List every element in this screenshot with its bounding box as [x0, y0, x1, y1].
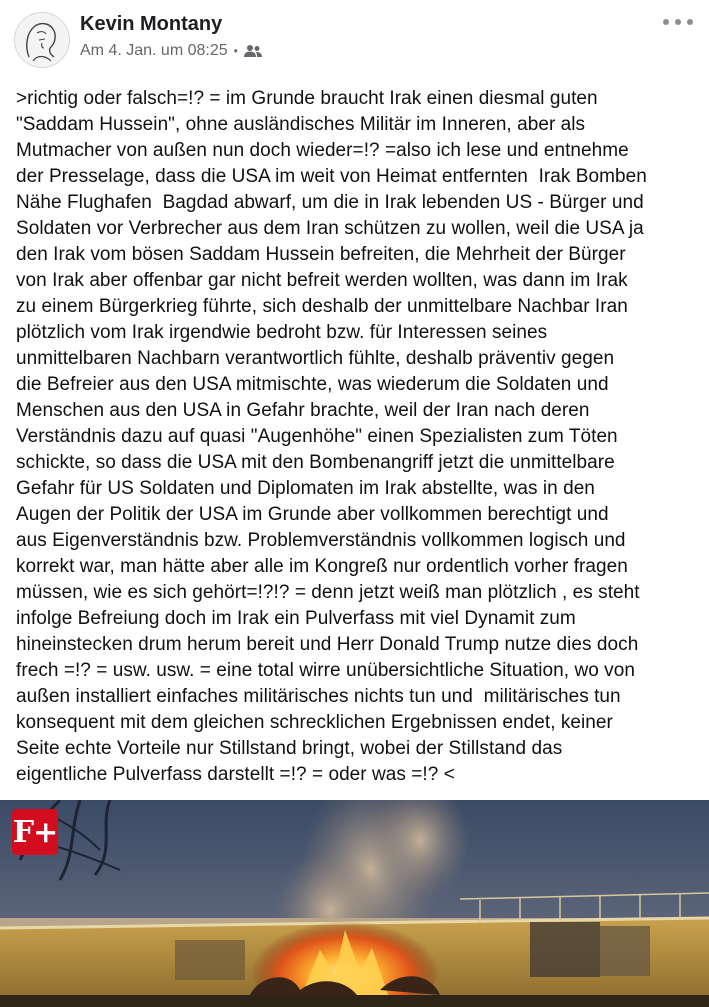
post-meta	[80, 40, 262, 62]
post-text-line: Menschen aus den USA in Gefahr brachte, weil der Iran nach deren	[16, 400, 590, 421]
post-text-line: Mutmacher von außen nun doch wieder=!? =also ich lese und entnehme	[16, 140, 629, 161]
avatar[interactable]	[14, 12, 70, 68]
friends-icon[interactable]	[244, 44, 262, 58]
post-text-line: Seite echte Vorteile nur Stillstand bringt, wobei der Stillstand das	[16, 738, 563, 759]
post-text-line: Soldaten vor Verbrecher aus dem Iran schützen zu wollen, weil die USA ja	[16, 218, 644, 239]
post-text-line: >richtig oder falsch=!? = im Grunde braucht Irak einen diesmal guten	[16, 88, 598, 109]
post-text-line: korrekt war, man hätte aber alle im Kongreß nur ordentlich vorher fragen	[16, 556, 628, 577]
post-text-line: frech =!? = usw. usw. = eine total wirre unübersichtliche Situation, wo von	[16, 660, 635, 681]
post-text-line: den Irak vom bösen Saddam Hussein befreiten, die Mehrheit der Bürger	[16, 244, 626, 265]
post-photo[interactable]	[0, 800, 709, 1007]
explosion-scene-image	[0, 800, 709, 1007]
post-text-line: aus Eigenverständnis bzw. Problemverständnis vollkommen logisch und	[16, 530, 626, 551]
post-text-line: "Saddam Hussein", ohne ausländisches Militär im Inneren, aber als	[16, 114, 586, 135]
post-text-line: eigentliche Pulverfass darstellt =!? = oder was =!? <	[16, 764, 455, 785]
post-timestamp[interactable]: Am 4. Jan. um 08:25	[80, 42, 228, 59]
post-text-line: hineinstecken drum herum bereit und Herr Donald Trump nutze dies doch	[16, 634, 639, 655]
post-text	[16, 86, 702, 788]
post-text-line: Nähe Flughafen Bagdad abwarf, um die in Irak lebenden US - Bürger und	[16, 192, 644, 213]
post-text-line: müssen, wie es sich gehört=!?!? = denn jetzt weiß man plötzlich , es steht	[16, 582, 640, 603]
avatar-sketch-icon	[15, 13, 69, 67]
post-text-line: konsequent mit dem gleichen schrecklichen Ergebnissen endet, keiner	[16, 712, 613, 733]
post-text-line: schickte, so dass die USA mit den Bombenangriff jetzt die unmittelbare	[16, 452, 615, 473]
meta-separator: •	[233, 44, 238, 58]
post-text-line: zu einem Bürgerkrieg führte, sich deshalb der unmittelbare Nachbar Iran	[16, 296, 628, 317]
post-text-line: unmittelbaren Nachbarn verantwortlich fühlte, deshalb präventiv gegen	[16, 348, 615, 369]
post-text-line: von Irak aber offenbar gar nicht befreit werden wollten, was dann im Irak	[16, 270, 628, 291]
post-text-line: plötzlich vom Irak irgendwie bedroht bzw. für Interessen seines	[16, 322, 548, 343]
post-header	[0, 0, 709, 80]
post-text-line: der Presselage, dass die USA im weit von Heimat entfernten Irak Bomben	[16, 166, 647, 187]
post-text-line: die Befreier aus den USA mitmischte, was wiederum die Soldaten und	[16, 374, 609, 395]
post-text-line: außen installiert einfaches militärisches nichts tun und militärisches tun	[16, 686, 621, 707]
more-options-icon[interactable]	[663, 10, 693, 34]
fplus-logo-badge: F+	[12, 809, 58, 855]
post-text-line: Augen der Politik der USA im Grunde aber vollkommen berechtigt und	[16, 504, 609, 525]
post-text-line: Verständnis dazu auf quasi "Augenhöhe" einen Spezialisten zum Töten	[16, 426, 618, 447]
author-name[interactable]: Kevin Montany	[80, 13, 223, 35]
post-text-line: Gefahr für US Soldaten und Diplomaten im Irak abstellte, was in den	[16, 478, 595, 499]
post-text-line: infolge Befreiung doch im Irak ein Pulverfass mit viel Dynamit zum	[16, 608, 576, 629]
